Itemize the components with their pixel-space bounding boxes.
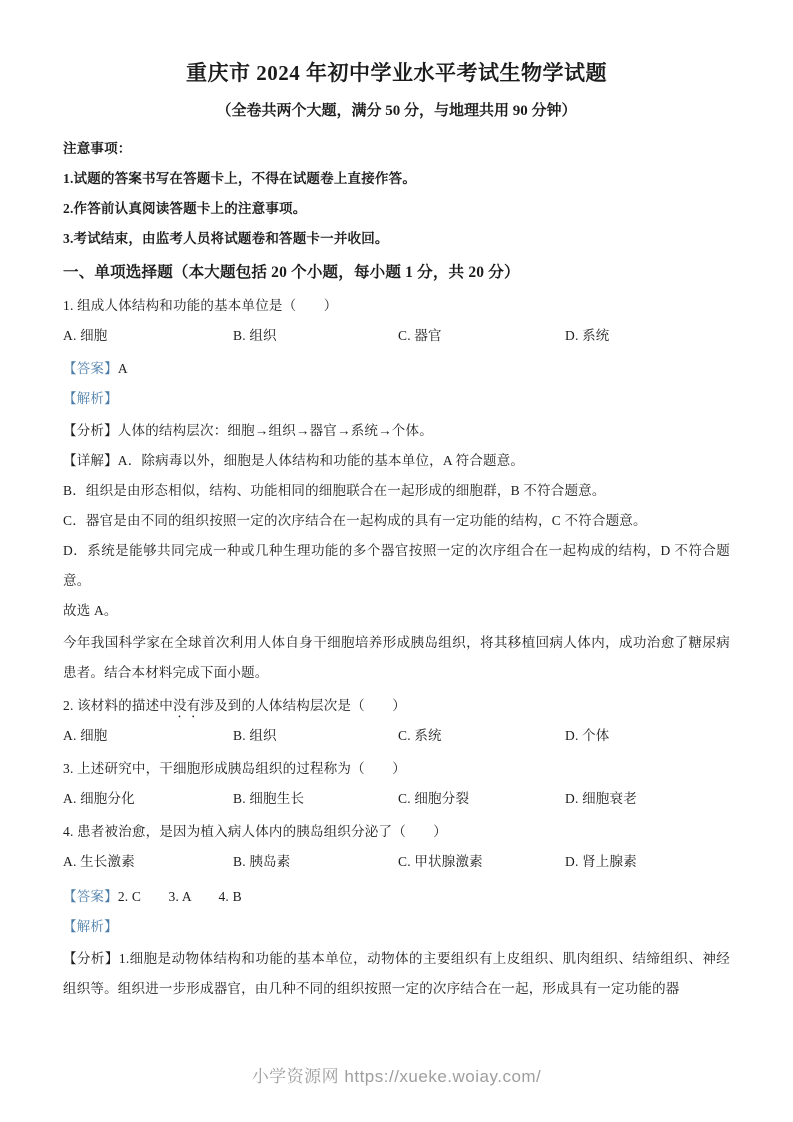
question-1-stem: 1. 组成人体结构和功能的基本单位是（ ）: [63, 298, 338, 313]
question-3-options: [63, 784, 730, 814]
analysis-q1: 【分析】人体的结构层次：细胞→组织→器官→系统→个体。: [63, 423, 433, 438]
question-4-stem: 4. 患者被治愈，是因为植入病人体内的胰岛组织分泌了（ ）: [63, 824, 447, 839]
question-2-stem-emphasis: 没有: [173, 698, 201, 713]
option-cell-a: A. 细胞分化: [63, 791, 135, 806]
detail-paragraph-b: B．组织是由形态相似，结构、功能相同的细胞联合在一起形成的细胞群，B 不符合题意。: [63, 483, 606, 498]
jiexi-line-group: [63, 912, 730, 942]
option-cell-d: D. 系统: [565, 328, 610, 343]
section-heading: 一、单项选择题（本大题包括 20 个小题，每小题 1 分，共 20 分）: [63, 264, 520, 281]
option-cell-b: B. 胰岛素: [233, 854, 291, 869]
notice-heading: 注意事项：: [63, 141, 132, 156]
option-cell-a: A. 细胞: [63, 728, 108, 743]
option-cell-b: B. 细胞生长: [233, 791, 305, 806]
question-4-options: [63, 847, 730, 877]
option-cell-c: C. 器官: [398, 328, 442, 343]
question-2-stem-post: 涉及到的人体结构层次是（ ）: [200, 698, 406, 713]
option-cell-d: D. 细胞衰老: [565, 791, 637, 806]
question-2-stem-pre: 2. 该材料的描述中: [63, 698, 173, 713]
jiexi-line-q1: [63, 384, 730, 414]
option-cell-c: C. 系统: [398, 728, 442, 743]
jiexi-label: 【解析】: [63, 391, 118, 406]
answer-value: A: [117, 361, 128, 376]
option-cell-c: C. 细胞分裂: [398, 791, 470, 806]
option-cell-d: D. 肾上腺素: [565, 854, 637, 869]
option-cell-d: D. 个体: [565, 728, 610, 743]
page-subtitle: （全卷共两个大题，满分 50 分，与地理共用 90 分钟）: [216, 103, 577, 119]
question-3-stem: 3. 上述研究中，干细胞形成胰岛组织的过程称为（ ）: [63, 761, 406, 776]
answer-line-q1: [63, 354, 730, 384]
conclusion-q1: 故选 A。: [63, 603, 118, 618]
option-cell-c: C. 甲状腺激素: [398, 854, 483, 869]
option-cell-b: B. 组织: [233, 728, 277, 743]
answer-label: 【答案】: [63, 361, 118, 376]
answer-values: 2. C 3. A 4. B: [117, 889, 242, 904]
option-cell-a: A. 生长激素: [63, 854, 135, 869]
question-2-options: [63, 721, 730, 751]
footer-credit: 小学资源网 https://xueke.woiay.com/: [251, 1067, 542, 1086]
notice-item-1: 1.试题的答案书写在答题卡上，不得在试题卷上直接作答。: [63, 171, 417, 186]
answer-line-group: [63, 882, 730, 912]
question-1-options: [63, 321, 730, 351]
detail-paragraph-a: 【详解】A．除病毒以外，细胞是人体结构和功能的基本单位，A 符合题意。: [63, 453, 525, 468]
option-cell-a: A. 细胞: [63, 328, 108, 343]
notice-item-3: 3.考试结束，由监考人员将试题卷和答题卡一并收回。: [63, 231, 389, 246]
analysis-group: 【分析】1.细胞是动物体结构和功能的基本单位，动物体的主要组织有上皮组织、肌肉组织、结缔组织、神经组织等。组织进一步形成器官，由几种不同的组织按照一定的次序结合在一起，形成具有一定功能的器: [63, 951, 730, 996]
page-title: 重庆市 2024 年初中学业水平考试生物学试题: [186, 61, 607, 85]
question-2-stem: [63, 691, 730, 721]
jiexi-label: 【解析】: [63, 919, 118, 934]
option-cell-b: B. 组织: [233, 328, 277, 343]
notice-item-2: 2.作答前认真阅读答题卡上的注意事项。: [63, 201, 307, 216]
detail-paragraph-c: C．器官是由不同的组织按照一定的次序结合在一起构成的具有一定功能的结构，C 不符合题意。: [63, 513, 647, 528]
detail-paragraph-d: D．系统是能够共同完成一种或几种生理功能的多个器官按照一定的次序组合在一起构成的结构，D 不符合题意。: [63, 543, 730, 588]
answer-label: 【答案】: [63, 889, 118, 904]
material-paragraph: 今年我国科学家在全球首次利用人体自身干细胞培养形成胰岛组织，将其移植回病人体内，成功治愈了糖尿病患者。结合本材料完成下面小题。: [63, 635, 730, 680]
